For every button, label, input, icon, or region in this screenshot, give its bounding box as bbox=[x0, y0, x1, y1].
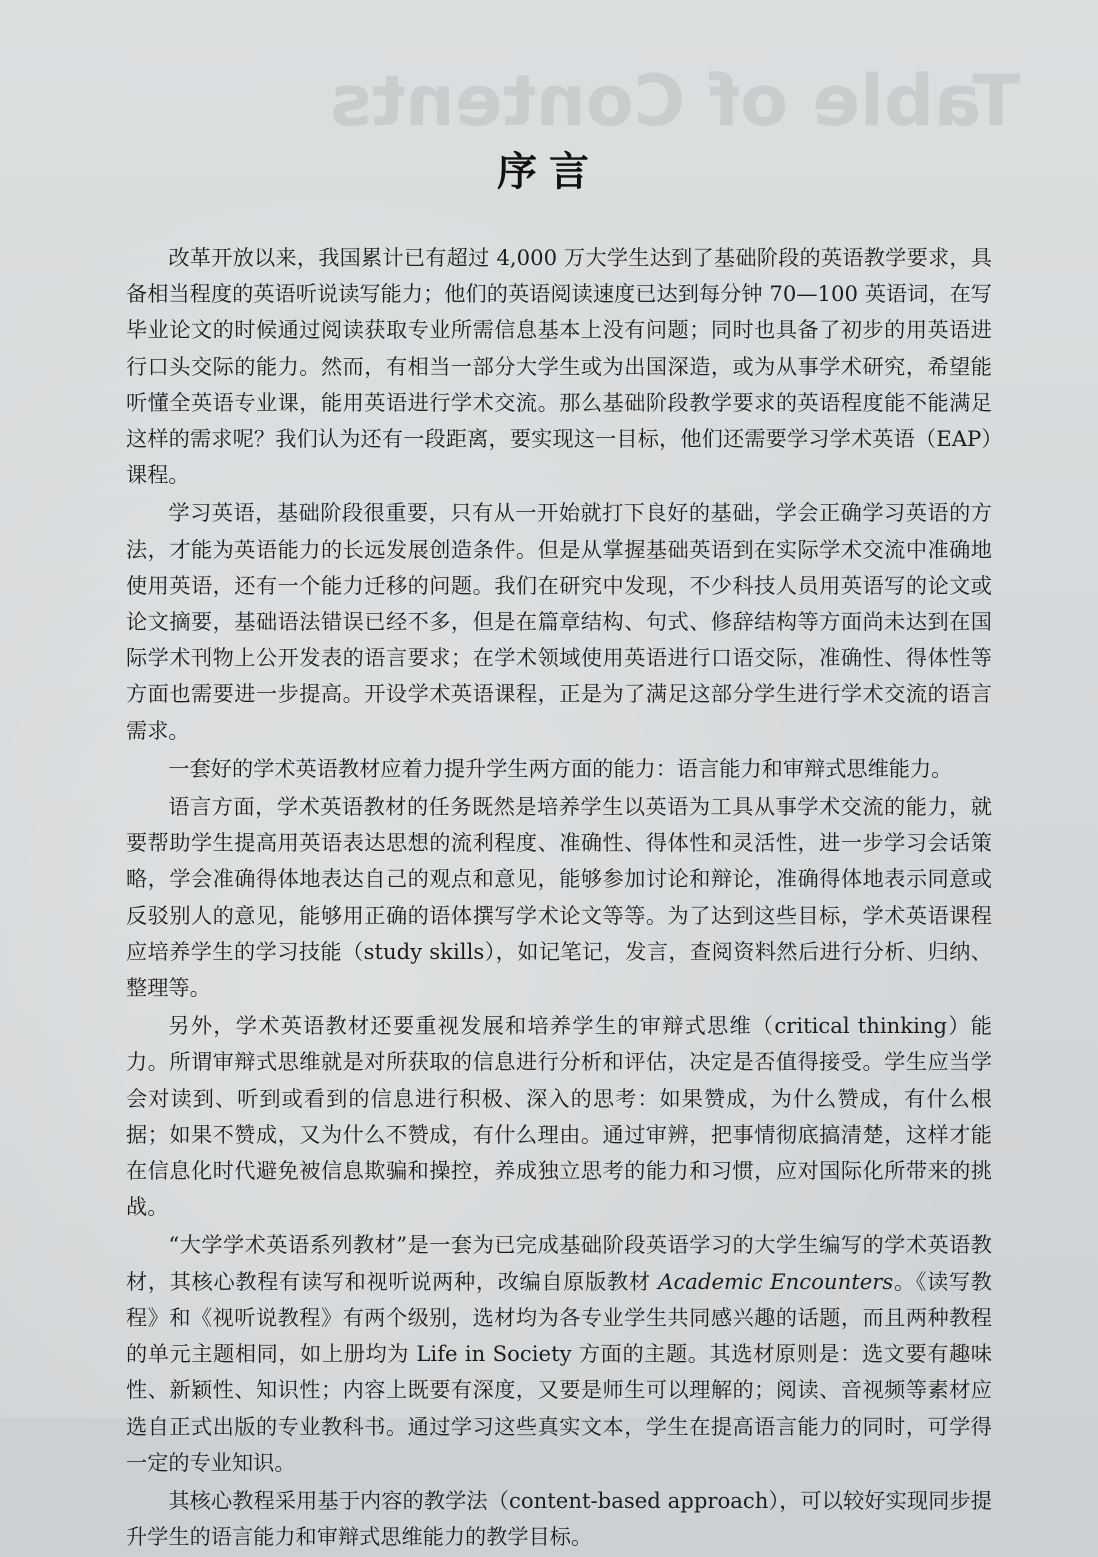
preface-body bbox=[126, 240, 992, 1557]
show-through-shadow: Table of Contents bbox=[329, 60, 1020, 142]
paragraph-7: 其核心教程采用基于内容的教学法（content-based approach），可以较好实现同步提升学生的语言能力和审辩式思维能力的教学目标。 bbox=[126, 1487, 992, 1550]
paragraph-6-part-a: “大学学术英语系列教材”是一套为已完成基础阶段英语学习的大学生编写的学术英语教材，其核心教程有读写和视听说两种，改编自原版教材 bbox=[126, 1232, 992, 1294]
paragraph-5: 另外，学术英语教材还要重视发展和培养学生的审辩式思维（critical thinking）能力。所谓审辩式思维就是对所获取的信息进行分析和评估，决定是否值得接受。学生应当学会对读到、听到或看到的信息进行积极、深入的思考：如果赞成，为什么赞成，有什么根据；如果不赞成，又为什么不赞成，有什么理由。通过审辨，把事情彻底搞清楚，这样才能在信息化时代避免被信息欺骗和操控，养成独立思考的能力和习惯，应对国际化所带来的挑战。 bbox=[126, 1013, 992, 1220]
paragraph-1: 改革开放以来，我国累计已有超过 4,000 万大学生达到了基础阶段的英语教学要求，具备相当程度的英语听说读写能力；他们的英语阅读速度已达到每分钟 70—100 英语词，在写毕业论文的时候通过阅读获取专业所需信息基本上没有问题；同时也具备了初步的用英语进行口头交际的能力。然而，有相当一部分大学生或为出国深造，或为从事学术研究，希望能听懂全英语专业课，能用英语进行学术交流。那么基础阶段教学要求的英语程度能不能满足这样的需求呢？我们认为还有一段距离，要实现这一目标，他们还需要学习学术英语（EAP）课程。 bbox=[126, 245, 992, 488]
paragraph-6-part-b: 。《读写教程》和《视听说教程》有两个级别，选材均为各专业学生共同感兴趣的话题，而且两种教程的单元主题相同，如上册均为 Life in Society 方面的主题。其选材原则是：选文要有趣味性、新颖性、知识性；内容上既要有深度，又要是师生可以理解的；阅读、音视频等素材应选自正式出版的专业教科书。通过学习这些真实文本，学生在提高语言能力的同时，可学得一定的专业知识。 bbox=[126, 1268, 992, 1475]
paragraph-6 bbox=[126, 1227, 992, 1480]
paragraph-4: 语言方面，学术英语教材的任务既然是培养学生以英语为工具从事学术交流的能力，就要帮助学生提高用英语表达思想的流利程度、准确性、得体性和灵活性，进一步学习会话策略，学会准确得体地表达自己的观点和意见，能够参加讨论和辩论，准确得体地表示同意或反驳别人的意见，能够用正确的语体撰写学术论文等等。为了达到这些目标，学术英语课程应培养学生的学习技能（study skills），如记笔记，发言，查阅资料然后进行分析、归纳、整理等。 bbox=[126, 794, 992, 1001]
book-title-italic: Academic Encounters bbox=[658, 1268, 894, 1294]
paragraph-2: 学习英语，基础阶段很重要，只有从一开始就打下良好的基础，学会正确学习英语的方法，才能为英语能力的长远发展创造条件。但是从掌握基础英语到在实际学术交流中准确地使用英语，还有一个能力迁移的问题。我们在研究中发现，不少科技人员用英语写的论文或论文摘要，基础语法错误已经不多，但是在篇章结构、句式、修辞结构等方面尚未达到在国际学术刊物上公开发表的语言要求；在学术领域使用英语进行口语交际，准确性、得体性等方面也需要进一步提高。开设学术英语课程，正是为了满足这部分学生进行学术交流的语言需求。 bbox=[126, 500, 992, 743]
page-title: 序言 bbox=[497, 149, 601, 195]
paragraph-3: 一套好的学术英语教材应着力提升学生两方面的能力：语言能力和审辩式思维能力。 bbox=[168, 755, 953, 781]
